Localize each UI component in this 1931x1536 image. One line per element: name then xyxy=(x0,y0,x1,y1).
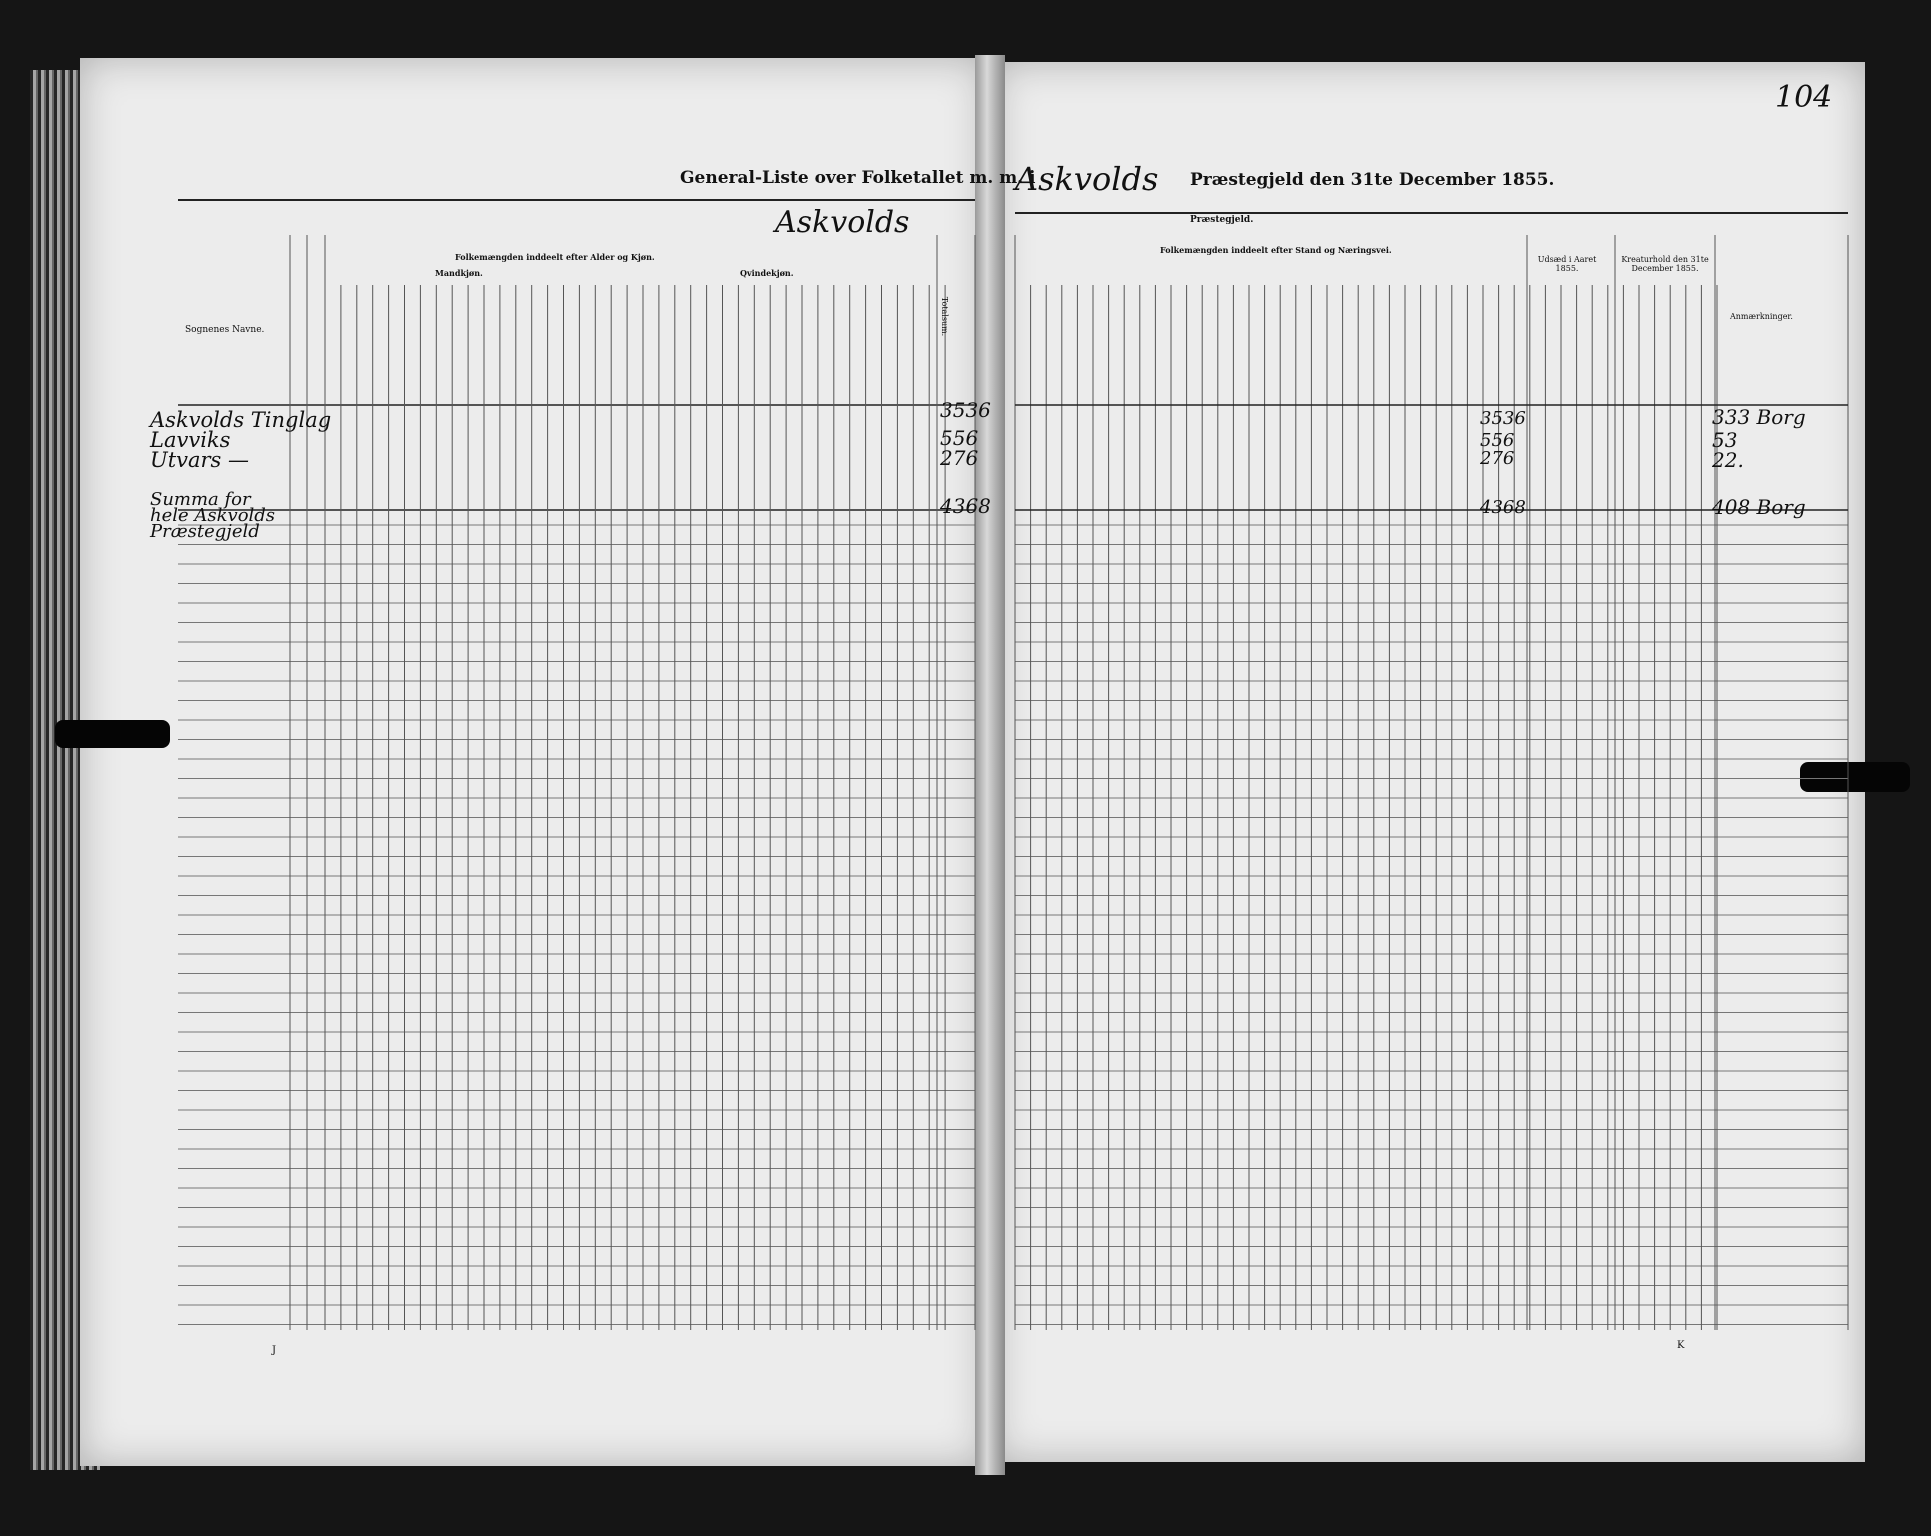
left-total-row-3: 276 xyxy=(940,446,979,470)
remark-row-2: 53 xyxy=(1712,428,1738,452)
right-total-summa: 4368 xyxy=(1480,497,1526,518)
row-name-utvars: Utvars — xyxy=(150,448,250,472)
left-footer-mark: J xyxy=(272,1345,277,1356)
row-name-askvolds-tinglag: Askvolds Tinglag xyxy=(150,408,332,432)
remark-summa: 408 Borg xyxy=(1712,495,1806,519)
right-title: Præstegjeld den 31te December 1855. xyxy=(1190,170,1555,190)
page-number: 104 xyxy=(1775,80,1833,115)
left-place-handwritten: Askvolds xyxy=(775,205,910,240)
right-footer-mark: K xyxy=(1677,1340,1685,1351)
row-name-summa: Summa for hele Askvolds Præstegjeld xyxy=(150,489,276,542)
kreaturhold-header: Kreaturhold den 31te December 1855. xyxy=(1621,255,1709,273)
left-total-header: Totalsum. xyxy=(940,296,950,337)
left-total-row-2: 556 xyxy=(940,426,979,450)
anmaerkninger-header: Anmærkninger. xyxy=(1730,312,1793,321)
right-group-header: Folkemængden inddeelt efter Stand og Næringsvei. xyxy=(1160,245,1392,255)
mandkjon-header: Mandkjøn. xyxy=(435,268,483,278)
right-total-row-1: 3536 xyxy=(1480,408,1526,429)
row-name-lavviks: Lavviks xyxy=(150,428,231,452)
remark-row-3: 22. xyxy=(1712,448,1744,472)
left-group-header: Folkemængden inddeelt efter Alder og Kjøn. xyxy=(455,252,655,262)
left-total-summa: 4368 xyxy=(940,494,991,518)
right-sub-header: Præstegjeld. xyxy=(1190,215,1254,225)
udsaed-header: Udsæd i Aaret 1855. xyxy=(1537,255,1597,273)
right-total-row-2: 556 xyxy=(1480,430,1515,451)
left-total-row-1: 3536 xyxy=(940,398,991,422)
right-total-row-3: 276 xyxy=(1480,448,1515,469)
remark-row-1: 333 Borg xyxy=(1712,405,1806,429)
right-place-handwritten: Askvolds xyxy=(1015,160,1159,198)
col-sognenes-navne: Sognenes Navne. xyxy=(185,325,265,335)
qvindekjon-header: Qvindekjøn. xyxy=(740,268,794,278)
left-title: General-Liste over Folketallet m. m. i xyxy=(680,168,1036,188)
